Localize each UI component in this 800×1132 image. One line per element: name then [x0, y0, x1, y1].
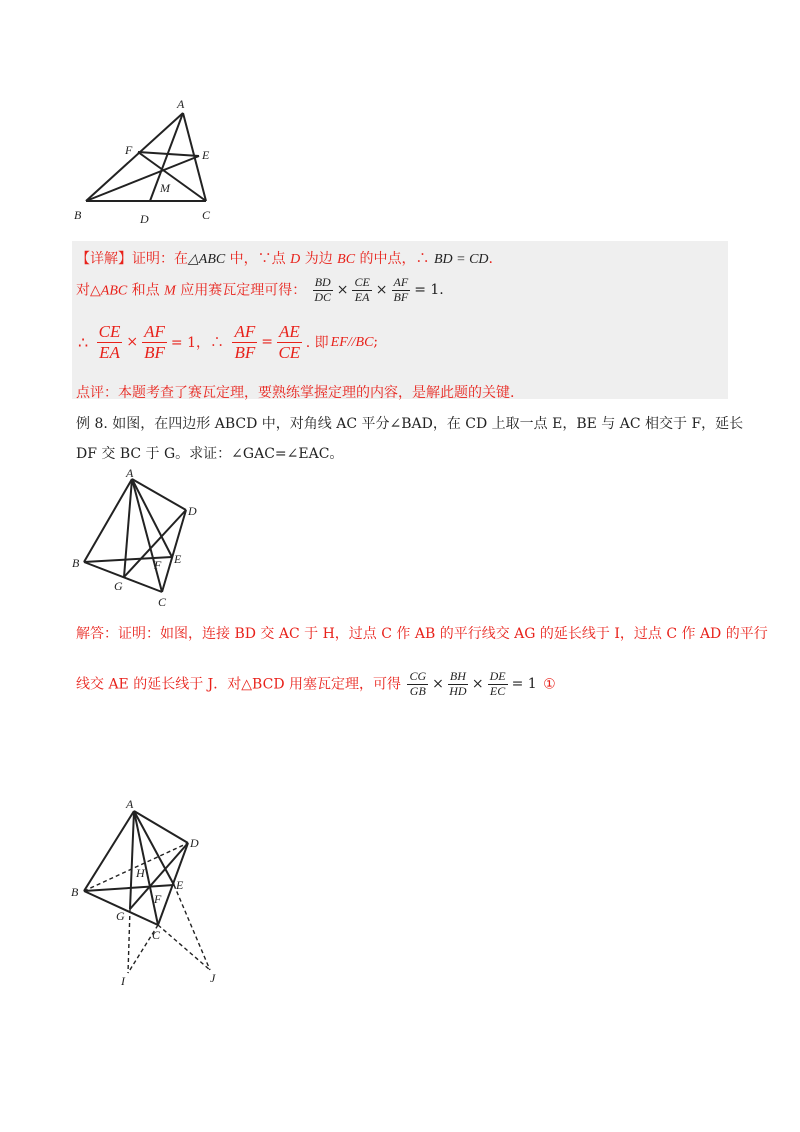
solution-line-3: ∴ $\frac{CE}{EA}$ × $\frac{AF}{BF}$ = 1，∴ $\frac{AF}{BF}$ = $\frac{AE}{CE}$ . 即EF//BC;	[78, 322, 379, 362]
answer-line-1: 解答：证明：如图，连接 BD 交 AC 于 H，过点 C 作 AB 的平行线交 AG 的延长线于 I，过点 C 作 AD 的平行	[76, 626, 768, 642]
label-I: I	[121, 974, 125, 988]
example-8-line-2: DF 交 BC 于 G。求证：∠GAC=∠EAC。	[76, 446, 344, 462]
fraction-af-bf: $\frac{AF}{BF}$	[393, 275, 409, 304]
fraction-bh-hd: $\frac{BH}{HD}$	[449, 669, 467, 698]
label-F: F	[125, 143, 133, 157]
label-F: F	[154, 558, 162, 572]
label-E: E	[176, 878, 184, 892]
fraction-ae-ce-big: $\frac{AE}{CE}$	[278, 322, 301, 362]
figure-triangle-abc	[70, 95, 240, 230]
solution-prefix: 【详解】	[76, 251, 132, 267]
example-8-line-1: 例 8. 如图，在四边形 ABCD 中，对角线 AC 平分∠BAD，在 CD 上取一点 E，BE 与 AC 相交于 F，延长	[76, 416, 744, 432]
fraction-bd-dc: $\frac{BD}{DC}$	[314, 275, 332, 304]
solution-comment: 点评：本题考查了赛瓦定理，要熟练掌握定理的内容，是解此题的关键.	[76, 385, 515, 401]
label-M: M	[160, 181, 170, 195]
fraction-af-bf-big-2: $\frac{AF}{BF}$	[234, 322, 256, 362]
label-A: A	[126, 466, 134, 480]
label-B: B	[72, 556, 80, 570]
label-D: D	[188, 504, 197, 518]
label-J: J	[210, 971, 216, 985]
answer-line-2: 线交 AE 的延长线于 J．对△BCD 用塞瓦定理，可得 $\frac{CG}{GB}$ × $\frac{BH}{HD}$ × $\frac{DE}{EC}$ = 1 ①	[76, 669, 556, 698]
label-B: B	[74, 208, 82, 222]
label-D: D	[140, 212, 149, 226]
circled-one: ①	[543, 676, 556, 693]
label-A: A	[177, 97, 185, 111]
label-A: A	[126, 797, 134, 811]
label-E: E	[174, 552, 182, 566]
label-B: B	[71, 885, 79, 899]
fraction-de-ec: $\frac{DE}{EC}$	[489, 669, 506, 698]
label-H: H	[136, 866, 145, 880]
label-C: C	[152, 928, 161, 942]
label-F: F	[154, 892, 162, 906]
fraction-cg-gb: $\frac{CG}{GB}$	[409, 669, 427, 698]
label-G: G	[114, 579, 123, 593]
solution-line-2: 对△ABC 和点 M 应用赛瓦定理可得： $\frac{BD}{DC}$ × $\frac{CE}{EA}$ × $\frac{AF}{BF}$ = 1.	[76, 275, 444, 304]
label-C: C	[202, 208, 211, 222]
fraction-af-bf-big: $\frac{AF}{BF}$	[144, 322, 165, 362]
label-C: C	[158, 595, 167, 609]
label-E: E	[202, 148, 210, 162]
figure-construction-ij	[68, 795, 238, 990]
solution-line-1: 【详解】证明：在△ABC 中，∵点 D 为边 BC 的中点，∴ BD = CD.	[76, 251, 493, 267]
fraction-ce-ea: $\frac{CE}{EA}$	[354, 275, 370, 304]
fraction-ce-ea-big: $\frac{CE}{EA}$	[98, 322, 121, 362]
label-D: D	[190, 836, 199, 850]
label-G: G	[116, 909, 125, 923]
figure-quadrilateral-abcd	[70, 465, 210, 610]
